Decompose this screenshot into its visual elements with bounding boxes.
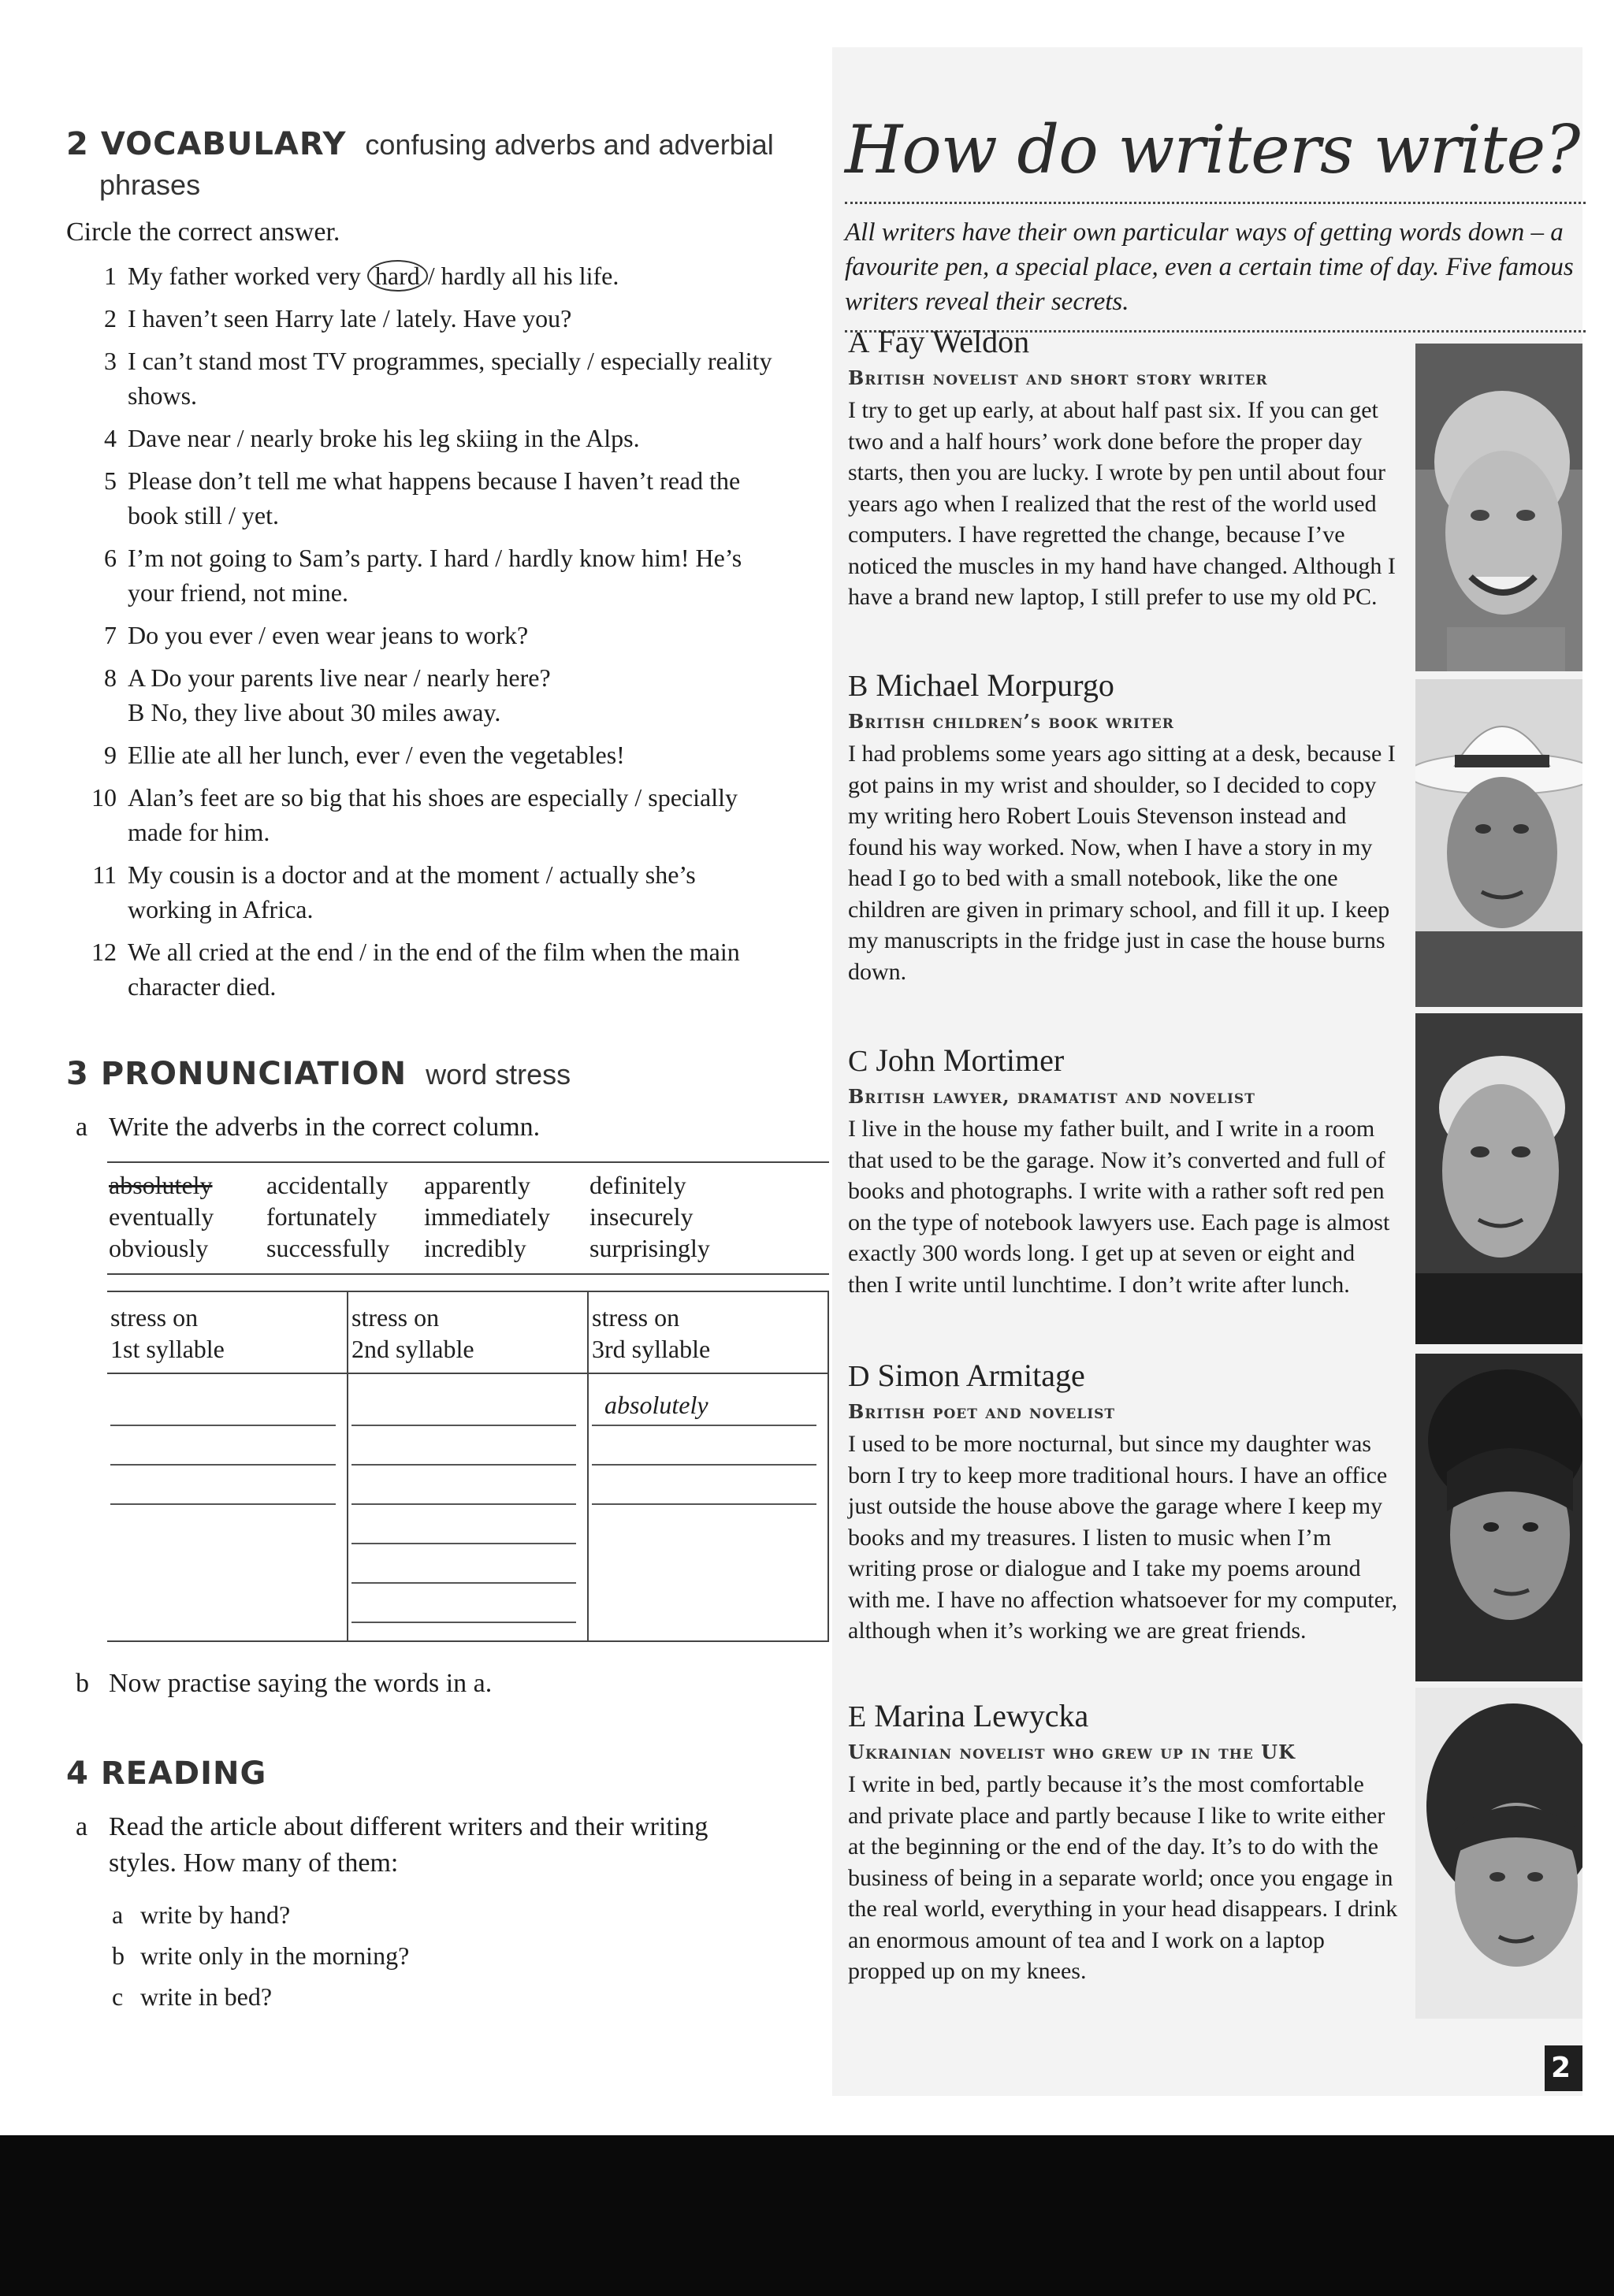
answer-blank[interactable] xyxy=(110,1426,336,1466)
column-header xyxy=(588,1291,828,1373)
writer-entry-b xyxy=(848,667,1400,987)
question-letter: a xyxy=(112,1900,124,1929)
exercise-item xyxy=(66,780,775,849)
portrait-image xyxy=(1415,344,1582,671)
answer-column xyxy=(107,1373,348,1641)
item-text[interactable]: I’m not going to Sam’s party. I hard / hardly know him! He’s your friend, not mine. xyxy=(128,544,742,607)
word-item: immediately xyxy=(424,1202,550,1231)
writer-text: I try to get up early, at about half past six. If you can get two and a half hours’ work done before the proper day starts, then you are lucky. I wrote by pen until about four years ago when I realized that the rest of the world used computers. I have regretted the change, because I’ve noticed the muscles in my hand have changed. Although I have a brand new laptop, I still prefer to use my old PC. xyxy=(848,397,1396,610)
writer-letter: B xyxy=(848,670,868,703)
pronunciation-section xyxy=(66,1056,775,1702)
section-heading xyxy=(66,126,775,162)
word-item: insecurely xyxy=(589,1202,694,1231)
exercise-item xyxy=(66,618,775,652)
column-header-line: 1st syllable xyxy=(110,1335,225,1363)
portrait-image xyxy=(1415,1354,1582,1681)
item-text[interactable]: My cousin is a doctor and at the moment / actually she’s working in Africa. xyxy=(128,860,696,923)
exercise-item xyxy=(66,660,775,730)
task-text: Now practise saying the words in a. xyxy=(109,1669,493,1698)
writer-letter: D xyxy=(848,1360,870,1393)
question-list xyxy=(112,1896,775,2016)
exercise-item xyxy=(66,541,775,610)
exercise-item xyxy=(66,934,775,1004)
item-number: 7 xyxy=(104,621,117,649)
word-item: fortunately xyxy=(266,1202,377,1231)
writer-text: I live in the house my father built, and I write in a room that used to be the garage. Now it’s converted and full of books and photographs. I write with a rather soft red pen on the type of notebook lawyers use. Each page is almost exactly 300 words long. I get up at seven or eight and then I write until lunchtime. I don’t write after lunch. xyxy=(848,1116,1390,1298)
writer-entry-d xyxy=(848,1357,1400,1647)
task-letter: b xyxy=(76,1669,89,1698)
vocabulary-section xyxy=(66,126,775,1012)
word-item: apparently xyxy=(424,1171,531,1199)
item-text[interactable] xyxy=(128,660,775,730)
answer-blank[interactable] xyxy=(351,1544,576,1584)
portrait-image xyxy=(1415,1688,1582,2019)
item-text xyxy=(128,258,775,293)
item-text-after: / hardly all his life. xyxy=(427,262,619,290)
item-number: 5 xyxy=(104,466,117,495)
example-answer: absolutely xyxy=(592,1387,816,1426)
item-number: 2 xyxy=(104,304,117,333)
section-number: 3 xyxy=(66,1056,88,1092)
task-b xyxy=(66,1666,775,1702)
section-title: VOCABULARY xyxy=(100,126,347,162)
writer-photo-b xyxy=(1415,679,1582,1007)
item-text[interactable]: I can’t stand most TV programmes, specially / especially reality shows. xyxy=(128,347,772,410)
word-item: absolutely xyxy=(109,1171,213,1199)
column-header-line: 3rd syllable xyxy=(592,1335,711,1363)
writer-letter: C xyxy=(848,1045,868,1078)
question-item xyxy=(112,1937,775,1975)
article-intro: All writers have their own particular ways of getting words down – a favourite pen, a special place, even a certain time of day. Five famous writers reveal their secrets. xyxy=(845,218,1574,316)
article-header xyxy=(845,110,1586,333)
task-a xyxy=(66,1809,775,1882)
section-subtitle-cont: phrases xyxy=(99,169,201,201)
question-text: write in bed? xyxy=(140,1982,273,2011)
writer-role: British poet and novelist xyxy=(848,1400,1116,1423)
item-text[interactable]: We all cried at the end / in the end of the film when the main character died. xyxy=(128,938,740,1001)
writer-text: I used to be more nocturnal, but since my daughter was born I try to keep more traditional hours. I have an office just outside the house above the garage where I keep my books and my treasures. I listen to music when I’m writing prose or dialogue and I take my poems around with me. I have no affection whatsoever for my computer, although when it’s working we are great friends. xyxy=(848,1431,1398,1644)
writer-role: British children’s book writer xyxy=(848,710,1174,733)
writer-name: Marina Lewycka xyxy=(874,1698,1089,1733)
writer-role: British novelist and short story writer xyxy=(848,366,1268,389)
portrait-image xyxy=(1415,679,1582,1007)
section-heading xyxy=(66,1755,775,1792)
word-item: incredibly xyxy=(424,1234,526,1262)
exercise-item xyxy=(66,463,775,533)
writer-name: Fay Weldon xyxy=(877,324,1030,359)
writer-photo-d xyxy=(1415,1354,1582,1681)
section-number: 4 xyxy=(66,1755,88,1792)
answer-blank[interactable] xyxy=(592,1426,816,1466)
word-item: definitely xyxy=(589,1171,686,1199)
word-item: eventually xyxy=(109,1202,214,1231)
answer-blank[interactable] xyxy=(351,1387,576,1426)
column-header-line: stress on xyxy=(592,1303,680,1332)
exercise-item xyxy=(66,301,775,336)
exercise-item xyxy=(66,737,775,772)
question-item xyxy=(112,1978,775,2016)
item-number: 10 xyxy=(91,783,117,812)
writer-role: British lawyer, dramatist and novelist xyxy=(848,1085,1255,1108)
writer-name: John Mortimer xyxy=(876,1042,1065,1078)
column-header xyxy=(348,1291,588,1373)
answer-blank[interactable] xyxy=(110,1387,336,1426)
answer-column xyxy=(588,1373,828,1641)
word-item: surprisingly xyxy=(589,1234,710,1262)
section-title: PRONUNCIATION xyxy=(100,1056,407,1092)
answer-blank[interactable] xyxy=(110,1466,336,1505)
word-grid xyxy=(107,1169,829,1264)
section-number: 2 xyxy=(66,126,88,162)
writer-text: I write in bed, partly because it’s the most comfortable and private place and partly because I like to write either at the beginning or the end of the day. It’s to do with the business of being in a separate world; once you engage in the real world, everything in your head disappears. I drink an enormous amount of tea and I work on a laptop propped up on my knees. xyxy=(848,1771,1398,1984)
column-header-line: stress on xyxy=(351,1303,440,1332)
section-subtitle: word stress xyxy=(426,1058,571,1090)
item-text[interactable]: Ellie ate all her lunch, ever / even the vegetables! xyxy=(128,741,625,769)
section-title: READING xyxy=(100,1755,267,1792)
scan-border xyxy=(0,2135,1614,2296)
writer-name-line xyxy=(848,323,1400,362)
writer-photo-e xyxy=(1415,1688,1582,2019)
word-item: obviously xyxy=(109,1234,209,1262)
dialogue-line-a: A Do your parents live near / nearly here? xyxy=(128,663,551,692)
item-text[interactable]: Dave near / nearly broke his leg skiing in the Alps. xyxy=(128,424,640,452)
portrait-image xyxy=(1415,1013,1582,1344)
answer-blank[interactable] xyxy=(351,1505,576,1544)
item-text[interactable]: Do you ever / even wear jeans to work? xyxy=(128,621,529,649)
writer-name-line xyxy=(848,1697,1400,1736)
item-text-before: My father worked very xyxy=(128,262,367,290)
task-letter: a xyxy=(76,1113,88,1142)
stress-table-header xyxy=(107,1291,828,1373)
item-number: 3 xyxy=(104,347,117,375)
item-number: 6 xyxy=(104,544,117,572)
question-item xyxy=(112,1896,775,1934)
page-number: 2 xyxy=(1545,2045,1582,2091)
task-text: Read the article about different writers and their writing styles. How many of them: xyxy=(109,1812,708,1878)
exercise-list xyxy=(66,258,775,1004)
exercise-item xyxy=(66,258,775,293)
word-box xyxy=(107,1161,829,1275)
question-text: write by hand? xyxy=(140,1900,291,1929)
item-number: 11 xyxy=(92,860,117,889)
circled-answer[interactable]: hard xyxy=(367,260,428,292)
exercise-item xyxy=(66,344,775,413)
writer-entry-e xyxy=(848,1697,1400,1987)
item-number: 4 xyxy=(104,424,117,452)
task-letter: a xyxy=(76,1812,88,1841)
answer-blank[interactable] xyxy=(351,1584,576,1623)
item-text[interactable]: Please don’t tell me what happens because I haven’t read the book still / yet. xyxy=(128,466,741,529)
exercise-item xyxy=(66,857,775,927)
answer-column xyxy=(348,1373,588,1641)
item-text[interactable]: Alan’s feet are so big that his shoes are especially / specially made for him. xyxy=(128,783,738,846)
item-number: 12 xyxy=(91,938,117,966)
section-heading xyxy=(66,1056,775,1092)
task-a xyxy=(66,1109,775,1146)
answer-blank[interactable] xyxy=(351,1466,576,1505)
writer-text: I had problems some years ago sitting at a desk, because I got pains in my wrist and shoulder, so I decided to copy my writing hero Robert Louis Stevenson instead and found his way worked. Now, when I have a story in my head I go to bed with a small notebook, like the one children are given in primary school, and fill it up. I keep my manuscripts in the fridge just in case the house burns down. xyxy=(848,741,1396,985)
writer-letter: A xyxy=(848,326,870,359)
answer-blank[interactable] xyxy=(351,1426,576,1466)
column-header-line: 2nd syllable xyxy=(351,1335,474,1363)
writer-entry-a xyxy=(848,323,1400,613)
writer-photo-a xyxy=(1415,344,1582,671)
writer-letter: E xyxy=(848,1700,867,1733)
reading-section xyxy=(66,1755,775,2019)
question-text: write only in the morning? xyxy=(140,1941,410,1970)
dialogue-line-b: B No, they live about 30 miles away. xyxy=(128,698,501,726)
task-text: Write the adverbs in the correct column. xyxy=(109,1113,541,1142)
stress-table-body xyxy=(107,1373,828,1641)
writer-name-line xyxy=(848,667,1400,705)
word-item: successfully xyxy=(266,1234,390,1262)
writer-photo-c xyxy=(1415,1013,1582,1344)
section-subtitle: confusing adverbs and adverbial xyxy=(365,128,774,161)
writer-role: Ukrainian novelist who grew up in the UK xyxy=(848,1741,1296,1763)
writer-name-line xyxy=(848,1357,1400,1395)
item-text[interactable]: I haven’t seen Harry late / lately. Have you? xyxy=(128,304,572,333)
article-title: How do writers write? xyxy=(845,111,1580,188)
writer-entry-c xyxy=(848,1042,1400,1300)
question-letter: c xyxy=(112,1982,124,2011)
writer-name-line xyxy=(848,1042,1400,1080)
item-number: 8 xyxy=(104,663,117,692)
writer-name: Simon Armitage xyxy=(877,1358,1085,1393)
exercise-item xyxy=(66,421,775,455)
column-header-line: stress on xyxy=(110,1303,199,1332)
item-number: 1 xyxy=(104,262,117,290)
instruction: Circle the correct answer. xyxy=(66,217,340,247)
answer-blank[interactable] xyxy=(592,1466,816,1505)
writer-name: Michael Morpurgo xyxy=(876,667,1114,703)
column-header xyxy=(107,1291,348,1373)
stress-table xyxy=(107,1291,829,1642)
word-item: accidentally xyxy=(266,1171,389,1199)
item-number: 9 xyxy=(104,741,117,769)
question-letter: b xyxy=(112,1941,125,1970)
